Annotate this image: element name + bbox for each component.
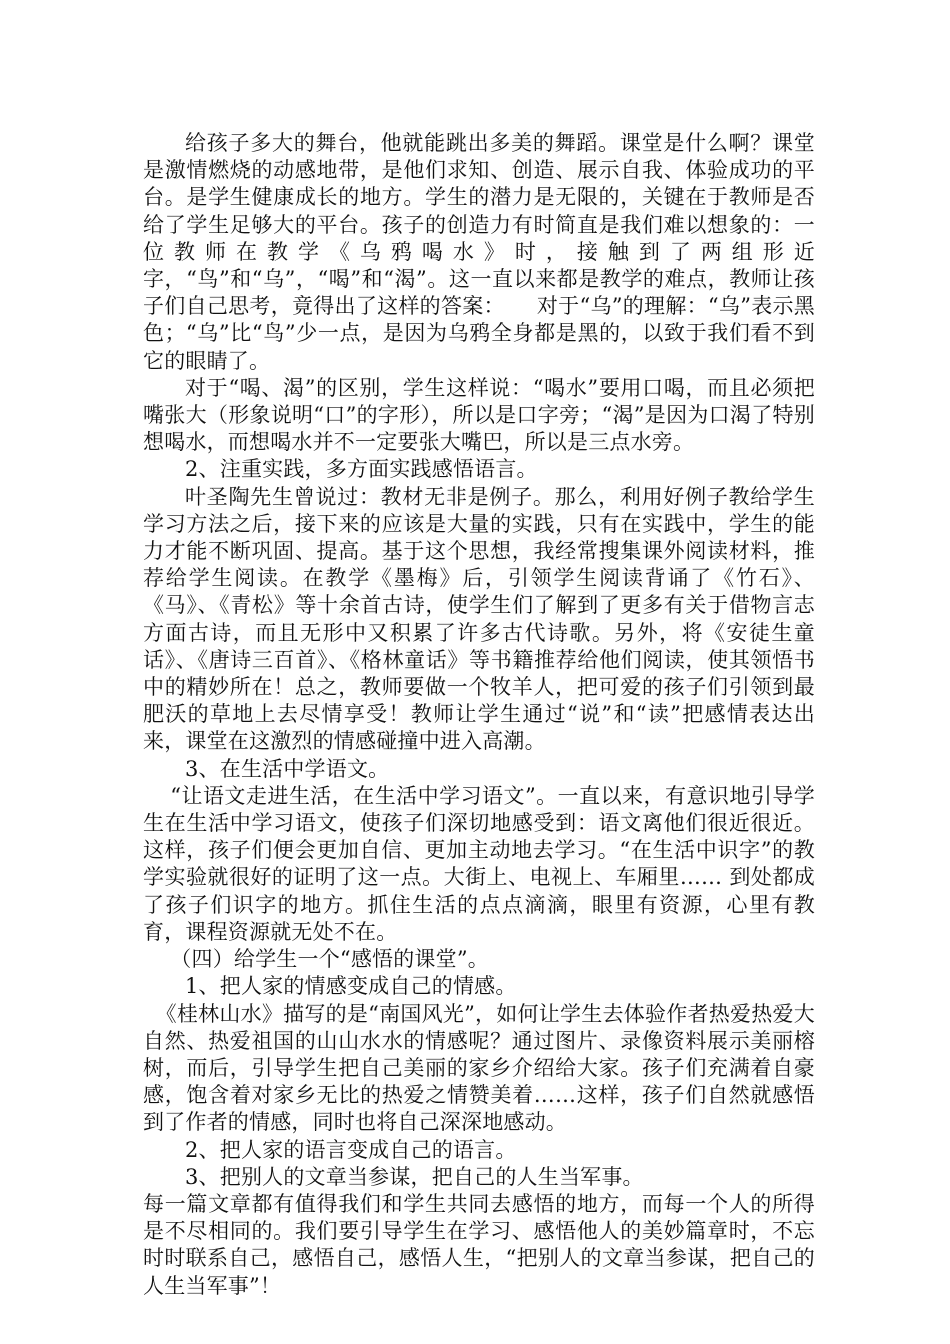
heading-life-chinese: 3、在生活中学语文。 (185, 756, 390, 781)
paragraph-stage-metaphor: 给孩子多大的舞台，他就能跳出多美的舞蹈。课堂是什么啊？课堂是激情燃烧的动感地带，是他们求知、创造、展示自我、体验成功的平台。是学生健康成长的地方。学生的潜力是无限的，关键在于教师是否给了学生足够大的平台。孩子的创造力有时简直是我们难以想象的：一位教师在教学《乌鸦喝水》时，接触到了两组形近字，“鸟”和“乌”，“喝”和“渴”。这一直以来都是教学的难点，教师让孩子们自己思考，竟得出了这样的答案： 对于“乌”的理解：“乌”表示黑色；“乌”比“鸟”少一点，是因为乌鸦全身都是黑的，以致于我们看不到它的眼睛了。 (143, 131, 815, 373)
paragraph-conclusion: 每一篇文章都有值得我们和学生共同去感悟的地方，而每一个人的所得是不尽相同的。我们要引导学生在学习、感悟他人的美妙篇章时，不忘时时联系自己，感悟自己，感悟人生，“把别人的文章当参谋，把自己的人生当军事”！ (143, 1191, 815, 1298)
heading-practice: 2、注重实践，多方面实践感悟语言。 (185, 457, 538, 482)
paragraph-he-ke-distinction: 对于“喝、渴”的区别，学生这样说：“喝水”要用口喝，而且必须把嘴张大（形象说明“口”的字形），所以是口字旁；“渴”是因为口渴了特别想喝水，而想喝水并不一定要张大嘴巴，所以是三点水旁。 (143, 375, 815, 455)
heading-section-four: （四）给学生一个“感悟的课堂”。 (170, 947, 489, 972)
paragraph-ye-shengtao: 叶圣陶先生曾说过：教材无非是例子。那么，利用好例子教给学生学习方法之后，接下来的应该是大量的实践，只有在实践中，学生的能力才能不断巩固、提高。基于这个思想，我经常搜集课外阅读材料，推荐给学生阅读。在教学《墨梅》后，引领学生阅读背诵了《竹石》、《马》、《青松》等十余首古诗，使学生们了解到了更多有关于借物言志方面古诗，而且无形中又积累了许多古代诗歌。另外，将《安徒生童话》、《唐诗三百首》、《格林童话》等书籍推荐给他们阅读，使其领悟书中的精妙所在！总之，教师要做一个牧羊人，把可爱的孩子们引领到最肥沃的草地上去尽情享受！教师让学生通过“说”和“读”把感情表达出来，课堂在这激烈的情感碰撞中进入高潮。 (143, 484, 815, 754)
heading-emotion: 1、把人家的情感变成自己的情感。 (185, 974, 517, 999)
heading-article-advisor: 3、把别人的文章当参谋，把自己的人生当军事。 (185, 1164, 644, 1189)
document-body (143, 130, 815, 1300)
heading-language: 2、把人家的语言变成自己的语言。 (185, 1137, 517, 1162)
paragraph-guilin-landscape: 《桂林山水》描写的是“南国风光”，如何让学生去体验作者热爱热爱大自然、热爱祖国的山山水水的情感呢？通过图片、录像资料展示美丽榕树，而后，引导学生把自己美丽的家乡介绍给大家。孩子们充满着自豪感，饱含着对家乡无比的热爱之情赞美着……这样，孩子们自然就感悟到了作者的情感，同时也将自己深深地感动。 (143, 1001, 815, 1135)
paragraph-language-life: “让语文走进生活，在生活中学习语文”。一直以来，有意识地引导学生在生活中学习语文，使孩子们深切地感受到：语文离他们很近很近。这样，孩子们便会更加自信、更加主动地去学习。“在生活中识字”的教学实验就很好的证明了这一点。大街上、电视上、车厢里…… 到处都成了孩子们识字的地方。抓住生活的点点滴滴，眼里有资源，心里有教育，课程资源就无处不在。 (143, 783, 815, 944)
